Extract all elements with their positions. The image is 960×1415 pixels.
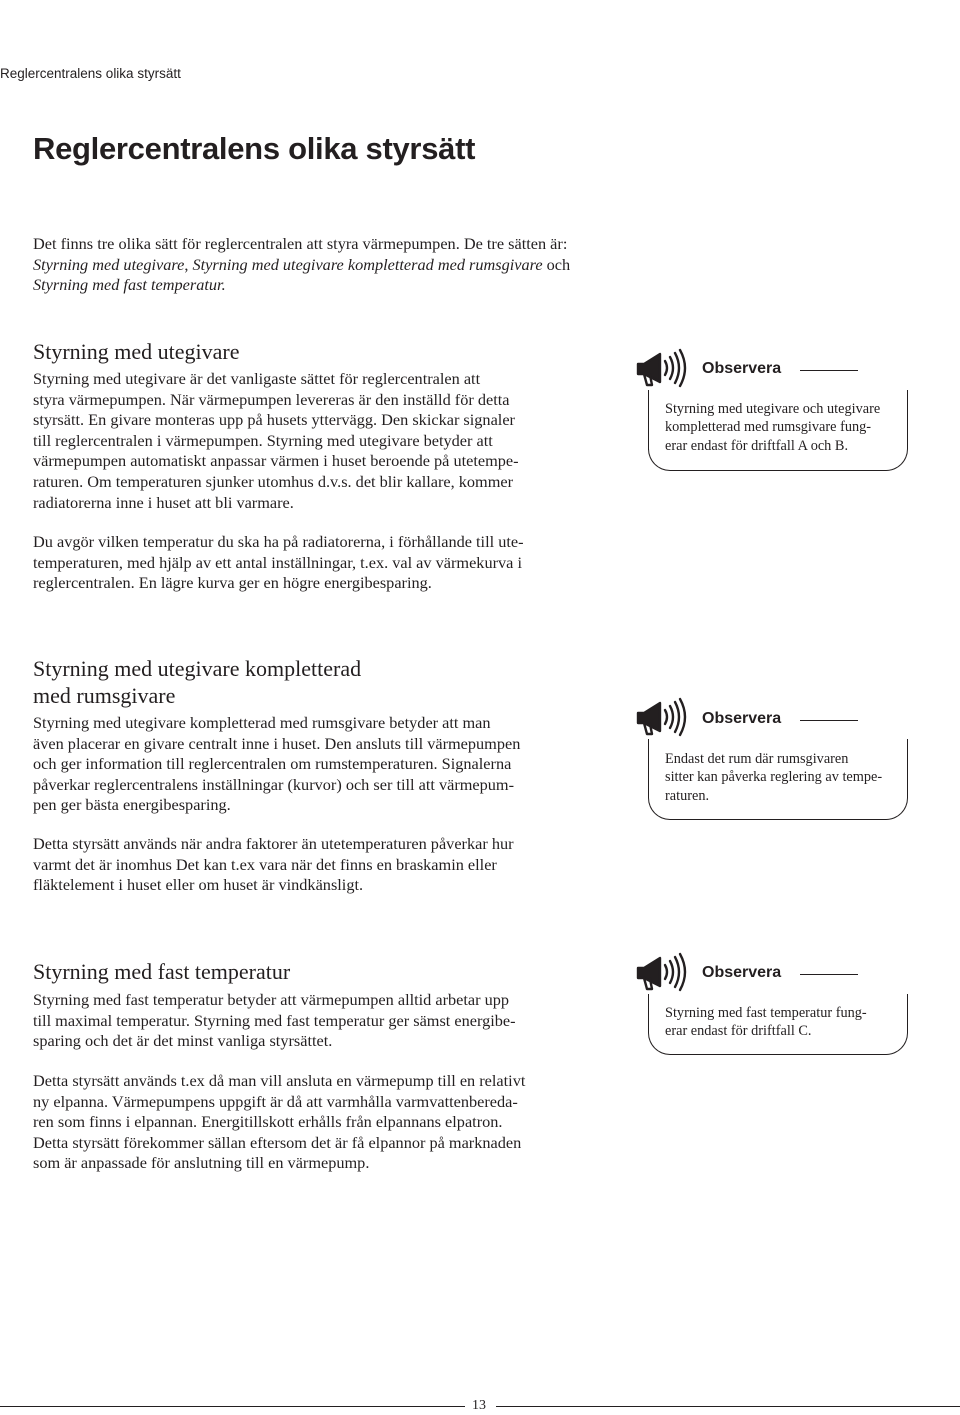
section-heading-rumsgivare — [33, 655, 361, 709]
note-line: erar endast för driftfall C. — [665, 1023, 812, 1040]
note-line: Styrning med utegivare och utegivare — [665, 401, 881, 417]
text-line: radiatorerna inne i huset att bli varmare. — [33, 492, 294, 512]
page-number: 13 — [472, 1398, 486, 1413]
section1-paragraph-1 — [33, 369, 603, 513]
text-line: Detta styrsätt används t.ex då man vill ansluta en värmepump till en relativt — [33, 1071, 526, 1090]
page-title: Reglercentralens olika styrsätt — [33, 131, 476, 166]
text-line: raturen. Om temperaturen sjunker utomhus d.v.s. det blir kallare, kommer — [33, 471, 514, 491]
text-line: Detta styrsätt förekommer sällan eftersom det är få elpannor på marknaden — [33, 1132, 522, 1152]
section3-paragraph-1 — [33, 990, 603, 1052]
intro-mode-2: Styrning med utegivare kompletterad med rumsgivare — [192, 254, 543, 274]
text-line: Styrning med utegivare är det vanligaste sättet för reglercentralen att — [33, 369, 481, 388]
text-line: påverkar reglercentralens inställningar (kurvor) och ser till att värmepum- — [33, 774, 515, 794]
text-line: reglercentralen. En lägre kurva ger en högre energibesparing. — [33, 573, 432, 593]
note-label: Observera — [702, 360, 782, 377]
section2-paragraph-2 — [33, 834, 603, 896]
note-label: Observera — [702, 964, 782, 981]
section1-paragraph-2 — [33, 532, 603, 594]
megaphone-icon — [632, 952, 692, 994]
note-line: Styrning med fast temperatur fung- — [665, 1005, 867, 1021]
section3-paragraph-2 — [33, 1071, 603, 1174]
text-line: styra värmepumpen. När värmepumpen levereras är den inställd för detta — [33, 389, 510, 409]
note-line: raturen. — [665, 787, 710, 804]
text-line: värmepumpen automatiskt anpassar värmen i huset beroende på utetempe- — [33, 451, 519, 471]
text-line: och ger information till reglercentralen om rumstemperaturen. Signalerna — [33, 754, 512, 774]
text-line: Styrning med utegivare kompletterad med rumsgivare betyder att man — [33, 713, 491, 732]
note-text — [665, 750, 915, 805]
text-line: ren som finns i elpannan. Energitillskott erhålls från elpannans elpatron. — [33, 1112, 503, 1132]
intro-separator: , — [184, 254, 193, 274]
intro-paragraph — [33, 234, 593, 296]
text-line: Du avgör vilken temperatur du ska ha på radiatorerna, i förhållande till ute- — [33, 532, 524, 551]
note-label: Observera — [702, 710, 782, 727]
heading-line: Styrning med utegivare kompletterad — [33, 656, 362, 681]
text-line: till maximal temperatur. Styrning med fast temperatur ger sämst energibe- — [33, 1010, 516, 1030]
footer-rule-right — [496, 1406, 960, 1407]
note-line: erar endast för driftfall A och B. — [665, 437, 849, 454]
note-box-1 — [632, 348, 922, 478]
section2-paragraph-1 — [33, 713, 603, 816]
text-line: pen ger bästa energibesparing. — [33, 795, 231, 815]
note-rule — [800, 720, 858, 721]
intro-separator: och — [542, 254, 571, 274]
text-line: varmt det är inomhus Det kan t.ex vara när det finns en braskamin eller — [33, 854, 497, 874]
running-header: Reglercentralens olika styrsätt — [0, 66, 181, 81]
note-rule — [800, 370, 858, 371]
section-heading-fast-temperatur: Styrning med fast temperatur — [33, 959, 291, 984]
text-line: som är anpassade för anslutning till en värmepump. — [33, 1153, 370, 1173]
heading-line: med rumsgivare — [33, 683, 176, 708]
text-line: till reglercentralen i värmepumpen. Styrning med utegivare betyder att — [33, 430, 493, 450]
note-rule — [800, 974, 858, 975]
footer-rule-left — [0, 1406, 465, 1407]
text-line: ny elpanna. Värmepumpens uppgift är då att varmhålla varmvattenbereda- — [33, 1091, 518, 1111]
text-line: fläktelement i huset eller om huset är vindkänsligt. — [33, 875, 364, 895]
intro-text: Det finns tre olika sätt för reglercentralen att styra värmepumpen. De tre sätten är: — [33, 234, 568, 253]
intro-mode-3: Styrning med fast temperatur. — [33, 275, 226, 295]
text-line: Styrning med fast temperatur betyder att värmepumpen alltid arbetar upp — [33, 990, 510, 1009]
megaphone-icon — [632, 348, 692, 390]
intro-mode-1: Styrning med utegivare — [33, 254, 185, 274]
note-text — [665, 1004, 915, 1041]
text-line: temperaturen, med hjälp av ett antal inställningar, t.ex. val av värmekurva i — [33, 552, 522, 572]
note-box-3 — [632, 952, 922, 1062]
note-box-2 — [632, 697, 922, 827]
section-heading-utegivare: Styrning med utegivare — [33, 339, 240, 364]
note-line: sitter kan påverka reglering av tempe- — [665, 769, 883, 786]
note-line: Endast det rum där rumsgivaren — [665, 751, 849, 767]
note-text — [665, 400, 915, 455]
note-line: kompletterad med rumsgivare fung- — [665, 419, 872, 436]
text-line: styrsätt. En givare monteras upp på husets yttervägg. Den skickar signaler — [33, 410, 515, 430]
megaphone-icon — [632, 697, 692, 739]
text-line: Detta styrsätt används när andra faktorer än utetemperaturen påverkar hur — [33, 834, 514, 853]
text-line: sparing och det är det minst vanliga styrsättet. — [33, 1031, 333, 1051]
text-line: även placerar en givare centralt inne i huset. Den ansluts till värmepumpen — [33, 733, 521, 753]
